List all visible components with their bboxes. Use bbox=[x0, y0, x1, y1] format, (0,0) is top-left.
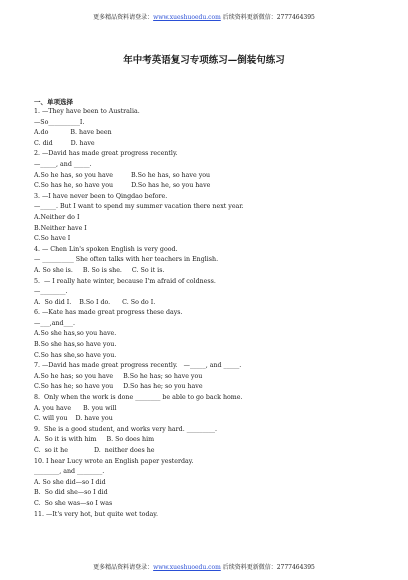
page-title: 年中考英语复习专项练习—倒装句练习 bbox=[123, 55, 285, 66]
question-line: —So__________I. bbox=[34, 118, 85, 126]
question-line: ________, and ________. bbox=[34, 468, 105, 476]
question-line: 3. —I have never been to Qingdao before. bbox=[34, 192, 168, 200]
question-line: C.So has she,so have you. bbox=[34, 351, 117, 359]
footer-prefix: 更多精品资料请登录： bbox=[93, 564, 154, 571]
question-line: A.Neither do I bbox=[34, 213, 80, 221]
question-line: 1. —They have been to Australia. bbox=[34, 108, 140, 115]
question-line: A. So she is. B. So is she. C. So it is. bbox=[34, 266, 165, 274]
header-suffix: 后续资料更新微信：2777464395 bbox=[220, 14, 315, 21]
question-line: A. So it is with him B. So does him bbox=[34, 436, 155, 444]
question-line: A.So she has,so you have. bbox=[34, 330, 117, 338]
footer-suffix: 后续资料更新微信：2777464395 bbox=[220, 564, 315, 571]
question-line: —___,and___. bbox=[34, 319, 76, 327]
question-line: 10. I hear Lucy wrote an English paper yesterday. bbox=[34, 457, 194, 465]
question-line: 2. —David has made great progress recently. bbox=[34, 150, 178, 158]
header-prefix: 更多精品资料请登录： bbox=[93, 14, 154, 21]
question-line: C. so it he D. neither does he bbox=[34, 447, 155, 454]
question-line: 8. Only when the work is done ________ be able to go back home. bbox=[34, 394, 243, 402]
footer-link[interactable]: www.xueshuoedu.com bbox=[153, 564, 221, 571]
question-line: A.do B. have been bbox=[34, 129, 112, 137]
question-line: 9. She is a good student, and works very hard. _________. bbox=[34, 425, 218, 433]
question-line: 6. —Kate has made great progress these days. bbox=[34, 309, 183, 317]
question-line: B.Neither have I bbox=[34, 224, 87, 232]
question-line: — __________ She often talks with her teachers in English. bbox=[34, 256, 219, 264]
question-list bbox=[34, 107, 384, 520]
question-line: A. So she did—so I did bbox=[34, 478, 106, 486]
question-line: —_____, and _____. bbox=[34, 160, 92, 168]
section-heading: 一、单项选择 bbox=[34, 98, 73, 106]
question-line: C. So she was—so I was bbox=[34, 499, 113, 507]
question-line: —_____. But I want to spend my summer vacation there next year. bbox=[34, 203, 244, 211]
question-line: B.So she has,so have you. bbox=[34, 341, 117, 349]
question-line: C. will you D. have you bbox=[34, 415, 113, 423]
question-line: —________. bbox=[34, 288, 68, 296]
question-line: 11. —It's very hot, but quite wet today. bbox=[34, 510, 158, 518]
question-line: A. So did I. B.So I do. C. So do I. bbox=[34, 298, 156, 306]
question-line: 7. —David has made great progress recently. —_____, and _____. bbox=[34, 362, 242, 370]
question-line: 4. — Chen Lin's spoken English is very good. bbox=[34, 245, 178, 253]
question-line: C. did D. have bbox=[34, 139, 95, 147]
question-line: C.So has he, so have you D.So has he, so you have bbox=[34, 182, 211, 190]
question-line: A.So he has, so you have B.So he has, so have you bbox=[34, 171, 211, 179]
question-line: C.So have I bbox=[34, 235, 71, 243]
question-line: B. So did she—so I did bbox=[34, 489, 108, 497]
page-header bbox=[0, 12, 408, 21]
question-line: A.So he has; so you have B.So he has; so have you bbox=[34, 372, 203, 380]
question-line: 5. — I really hate winter, because I'm afraid of coldness. bbox=[34, 277, 216, 285]
question-line: A. you have B. you will bbox=[34, 404, 117, 412]
question-line: C.So has he; so have you D.So has he; so you have bbox=[34, 383, 203, 391]
header-link[interactable]: www.xueshuoedu.com bbox=[153, 14, 221, 21]
page-footer bbox=[0, 562, 408, 571]
